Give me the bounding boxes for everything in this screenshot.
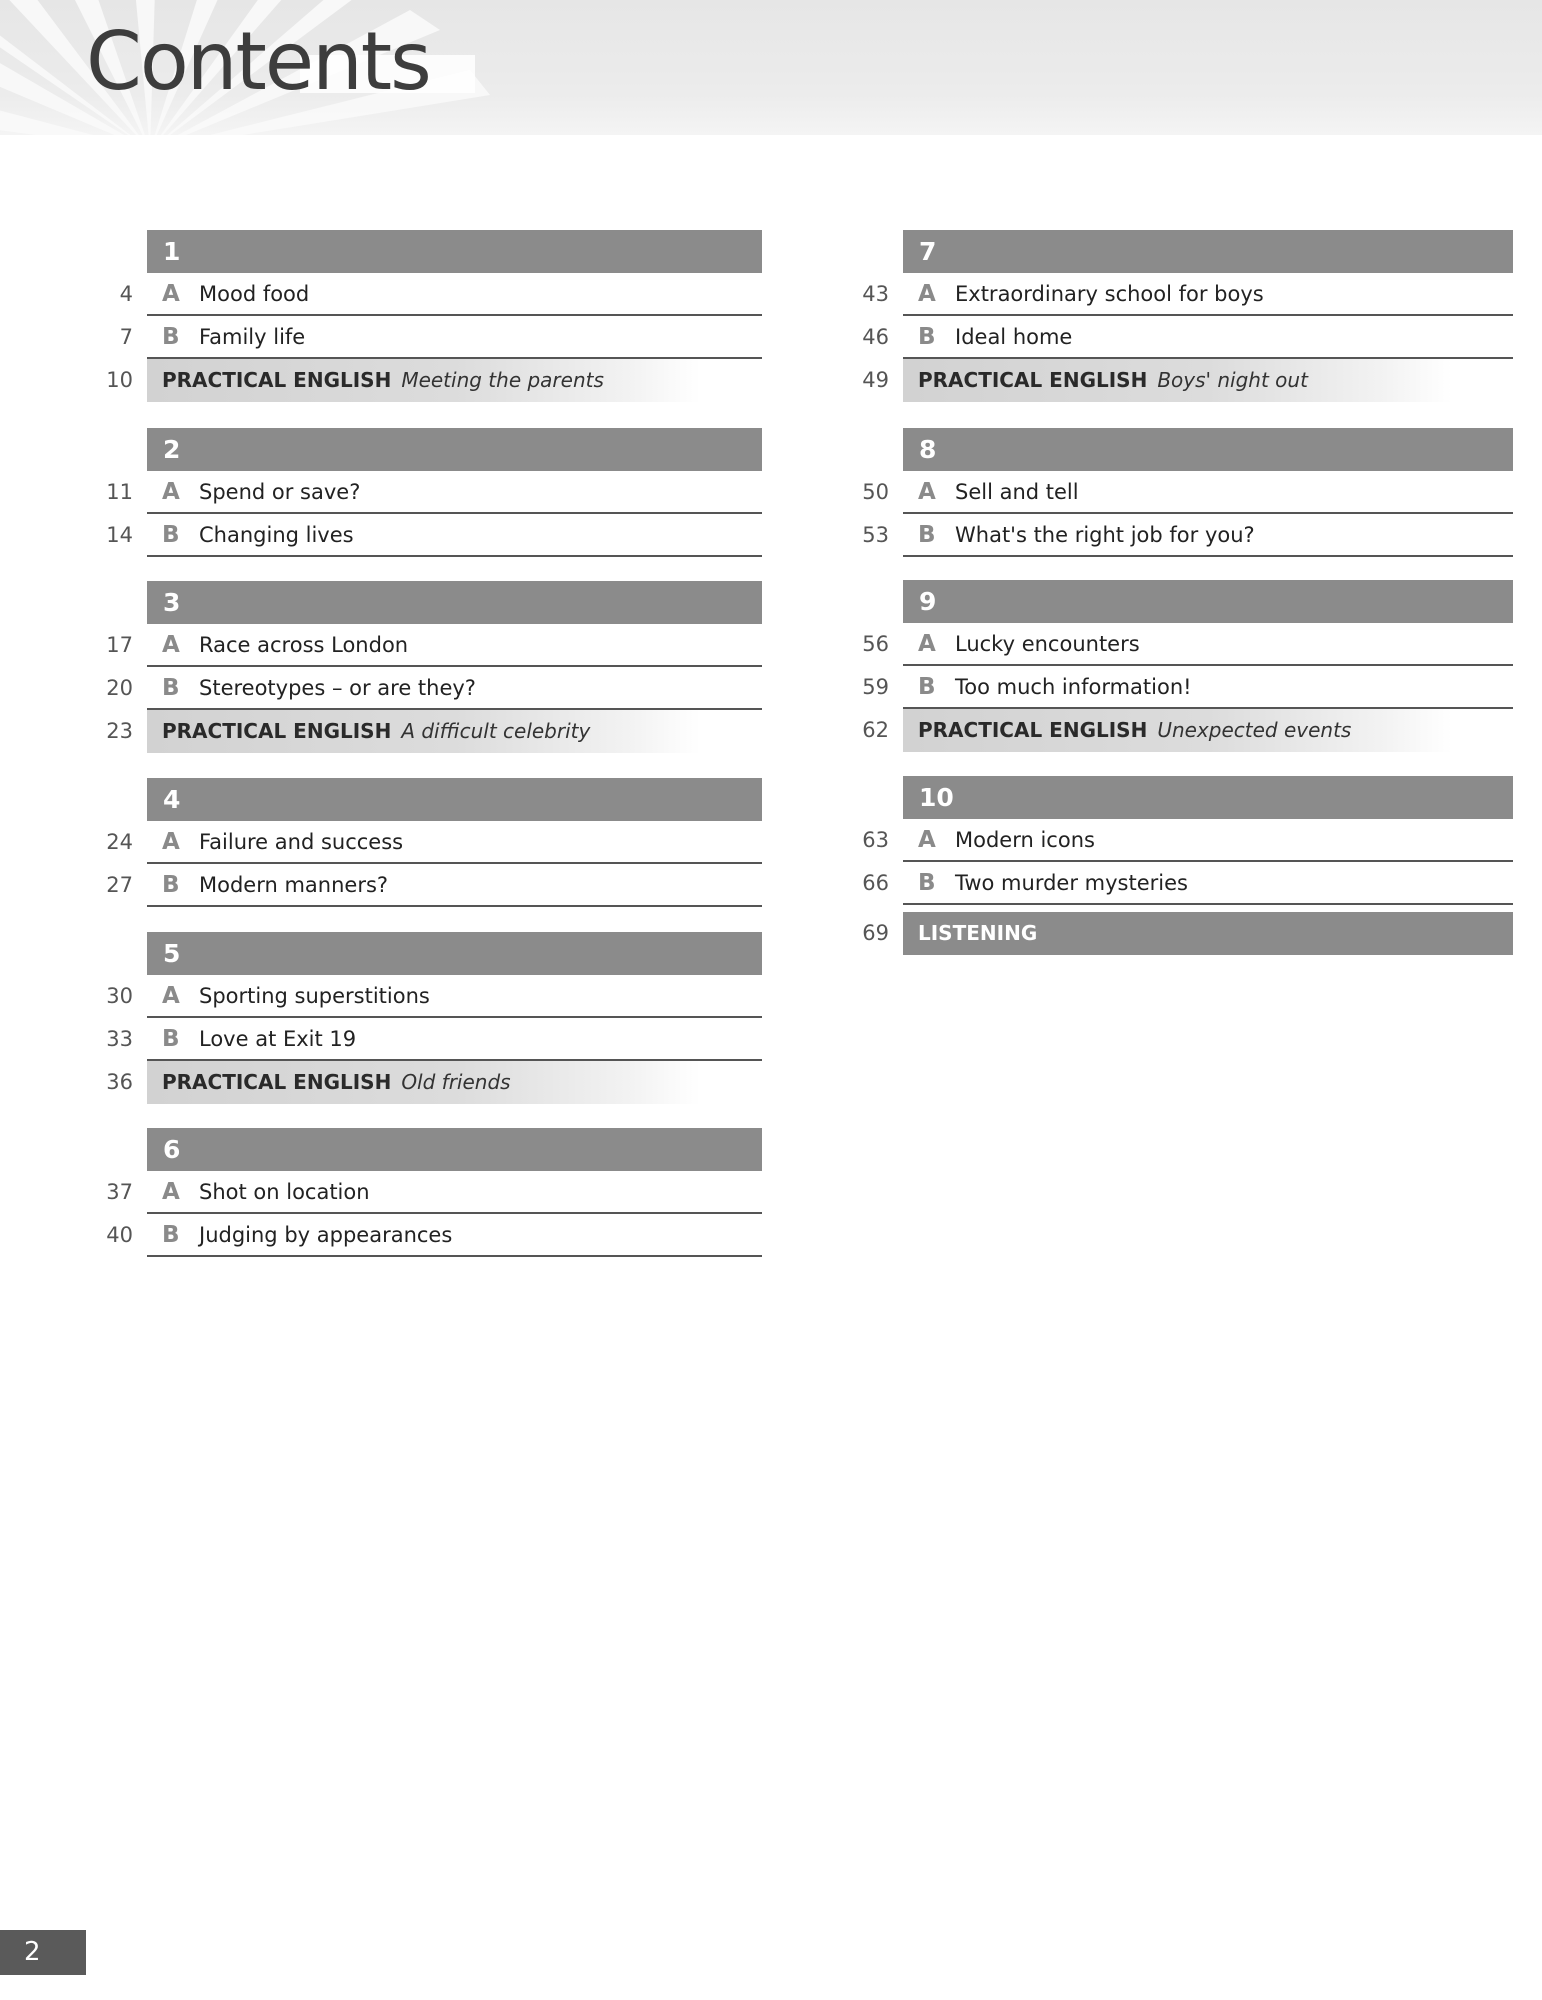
lesson-title: Race across London <box>199 633 409 657</box>
lesson-letter: B <box>162 872 180 898</box>
unit-header-9: 9 <box>903 580 1513 623</box>
page-ref: 36 <box>106 1070 133 1094</box>
listening-row-page <box>0 912 889 955</box>
lesson-title: Two murder mysteries <box>955 871 1188 895</box>
lesson-title: Family life <box>199 325 306 349</box>
unit-header-10: 10 <box>903 776 1513 819</box>
practical-english-subtitle: Old friends <box>401 1070 511 1094</box>
page-ref: 27 <box>106 873 133 897</box>
toc-row[interactable] <box>0 316 1513 359</box>
lesson-title: Failure and success <box>199 830 404 854</box>
practical-english-subtitle: Meeting the parents <box>401 368 604 392</box>
lesson-title: What's the right job for you? <box>955 523 1255 547</box>
lesson-letter: A <box>918 631 936 657</box>
lesson-letter: A <box>162 281 180 307</box>
lesson-title: Modern icons <box>955 828 1095 852</box>
lesson-title: Mood food <box>199 282 310 306</box>
lesson-letter: A <box>162 829 180 855</box>
lesson-letter: A <box>162 632 180 658</box>
page-number: 2 <box>0 1930 86 1975</box>
lesson-letter: A <box>918 479 936 505</box>
lesson-letter: A <box>162 1179 180 1205</box>
practical-english-label <box>162 1061 511 1104</box>
page-ref: 40 <box>106 1223 133 1247</box>
page-ref: 56 <box>862 632 889 656</box>
lesson-letter: A <box>918 827 936 853</box>
lesson-letter: A <box>918 281 936 307</box>
unit-header-4: 4 <box>147 778 762 821</box>
lesson-letter: B <box>162 324 180 350</box>
lesson-title: Judging by appearances <box>199 1223 453 1247</box>
lesson-letter: B <box>918 674 936 700</box>
lesson-title: Sporting superstitions <box>199 984 430 1008</box>
toc-row[interactable] <box>0 623 1513 666</box>
unit-header-8: 8 <box>903 428 1513 471</box>
toc-row[interactable] <box>0 273 1513 316</box>
practical-english-heading: PRACTICAL ENGLISH <box>162 368 392 392</box>
page-ref: 30 <box>106 984 133 1008</box>
toc-row[interactable] <box>0 1018 762 1061</box>
lesson-title: Changing lives <box>199 523 354 547</box>
row-divider <box>903 555 1513 557</box>
lesson-title: Love at Exit 19 <box>199 1027 357 1051</box>
page-ref: 59 <box>862 675 889 699</box>
lesson-letter: B <box>918 870 936 896</box>
lesson-letter: A <box>162 983 180 1009</box>
page-ref: 7 <box>119 325 133 349</box>
lesson-title: Stereotypes – or are they? <box>199 676 476 700</box>
page-ref: 14 <box>106 523 133 547</box>
page-ref: 63 <box>862 828 889 852</box>
page-ref: 17 <box>106 633 133 657</box>
practical-english-subtitle: Boys' night out <box>1157 368 1308 392</box>
unit-header-2: 2 <box>147 428 762 471</box>
row-divider <box>903 903 1513 905</box>
page-ref: 53 <box>862 523 889 547</box>
toc-row[interactable] <box>0 819 1513 862</box>
page-ref: 49 <box>862 368 889 392</box>
toc-row[interactable] <box>0 1214 762 1257</box>
toc-row[interactable] <box>0 471 1513 514</box>
page-title: Contents <box>86 15 430 108</box>
page-ref: 33 <box>106 1027 133 1051</box>
lesson-title: Spend or save? <box>199 480 361 504</box>
practical-english-heading: PRACTICAL ENGLISH <box>162 1070 392 1094</box>
page-ref: 69 <box>862 921 889 945</box>
page-ref: 24 <box>106 830 133 854</box>
lesson-letter: A <box>162 479 180 505</box>
page-ref: 43 <box>862 282 889 306</box>
page-ref: 66 <box>862 871 889 895</box>
unit-header-7: 7 <box>903 230 1513 273</box>
unit-header-6: 6 <box>147 1128 762 1171</box>
practical-english-label <box>918 709 1351 752</box>
unit-header-3: 3 <box>147 581 762 624</box>
page-ref: 23 <box>106 719 133 743</box>
lesson-title: Shot on location <box>199 1180 370 1204</box>
toc-row[interactable] <box>0 1171 762 1214</box>
page-ref: 11 <box>106 480 133 504</box>
toc-row-page <box>0 709 889 752</box>
lesson-title: Ideal home <box>955 325 1073 349</box>
lesson-letter: B <box>162 675 180 701</box>
practical-english-subtitle: Unexpected events <box>1157 718 1352 742</box>
page-ref: 4 <box>119 282 133 306</box>
practical-english-heading: PRACTICAL ENGLISH <box>918 368 1148 392</box>
toc-row-page <box>0 1061 133 1104</box>
lesson-title: Extraordinary school for boys <box>955 282 1264 306</box>
practical-english-subtitle: A difficult celebrity <box>401 719 591 743</box>
toc-row[interactable] <box>0 666 1513 709</box>
lesson-title: Modern manners? <box>199 873 389 897</box>
unit-header-5: 5 <box>147 932 762 975</box>
toc-row[interactable] <box>0 975 762 1018</box>
toc-row[interactable] <box>0 514 1513 557</box>
toc-row-page <box>0 359 889 402</box>
unit-header-1: 1 <box>147 230 762 273</box>
toc-row[interactable] <box>0 862 1513 905</box>
page-ref: 20 <box>106 676 133 700</box>
page-ref: 50 <box>862 480 889 504</box>
lesson-title: Too much information! <box>955 675 1192 699</box>
lesson-letter: B <box>918 324 936 350</box>
listening-section[interactable]: LISTENING <box>903 912 1513 955</box>
lesson-letter: B <box>918 522 936 548</box>
lesson-title: Lucky encounters <box>955 632 1140 656</box>
row-divider <box>147 905 762 907</box>
lesson-title: Sell and tell <box>955 480 1079 504</box>
page-ref: 37 <box>106 1180 133 1204</box>
page-ref: 46 <box>862 325 889 349</box>
page-ref: 10 <box>106 368 133 392</box>
practical-english-heading: PRACTICAL ENGLISH <box>162 719 392 743</box>
row-divider <box>147 1255 762 1257</box>
lesson-letter: B <box>162 1026 180 1052</box>
practical-english-heading: PRACTICAL ENGLISH <box>918 718 1148 742</box>
page-ref: 62 <box>862 718 889 742</box>
lesson-letter: B <box>162 1222 180 1248</box>
practical-english-label <box>918 359 1308 402</box>
lesson-letter: B <box>162 522 180 548</box>
header-banner <box>0 0 1542 135</box>
